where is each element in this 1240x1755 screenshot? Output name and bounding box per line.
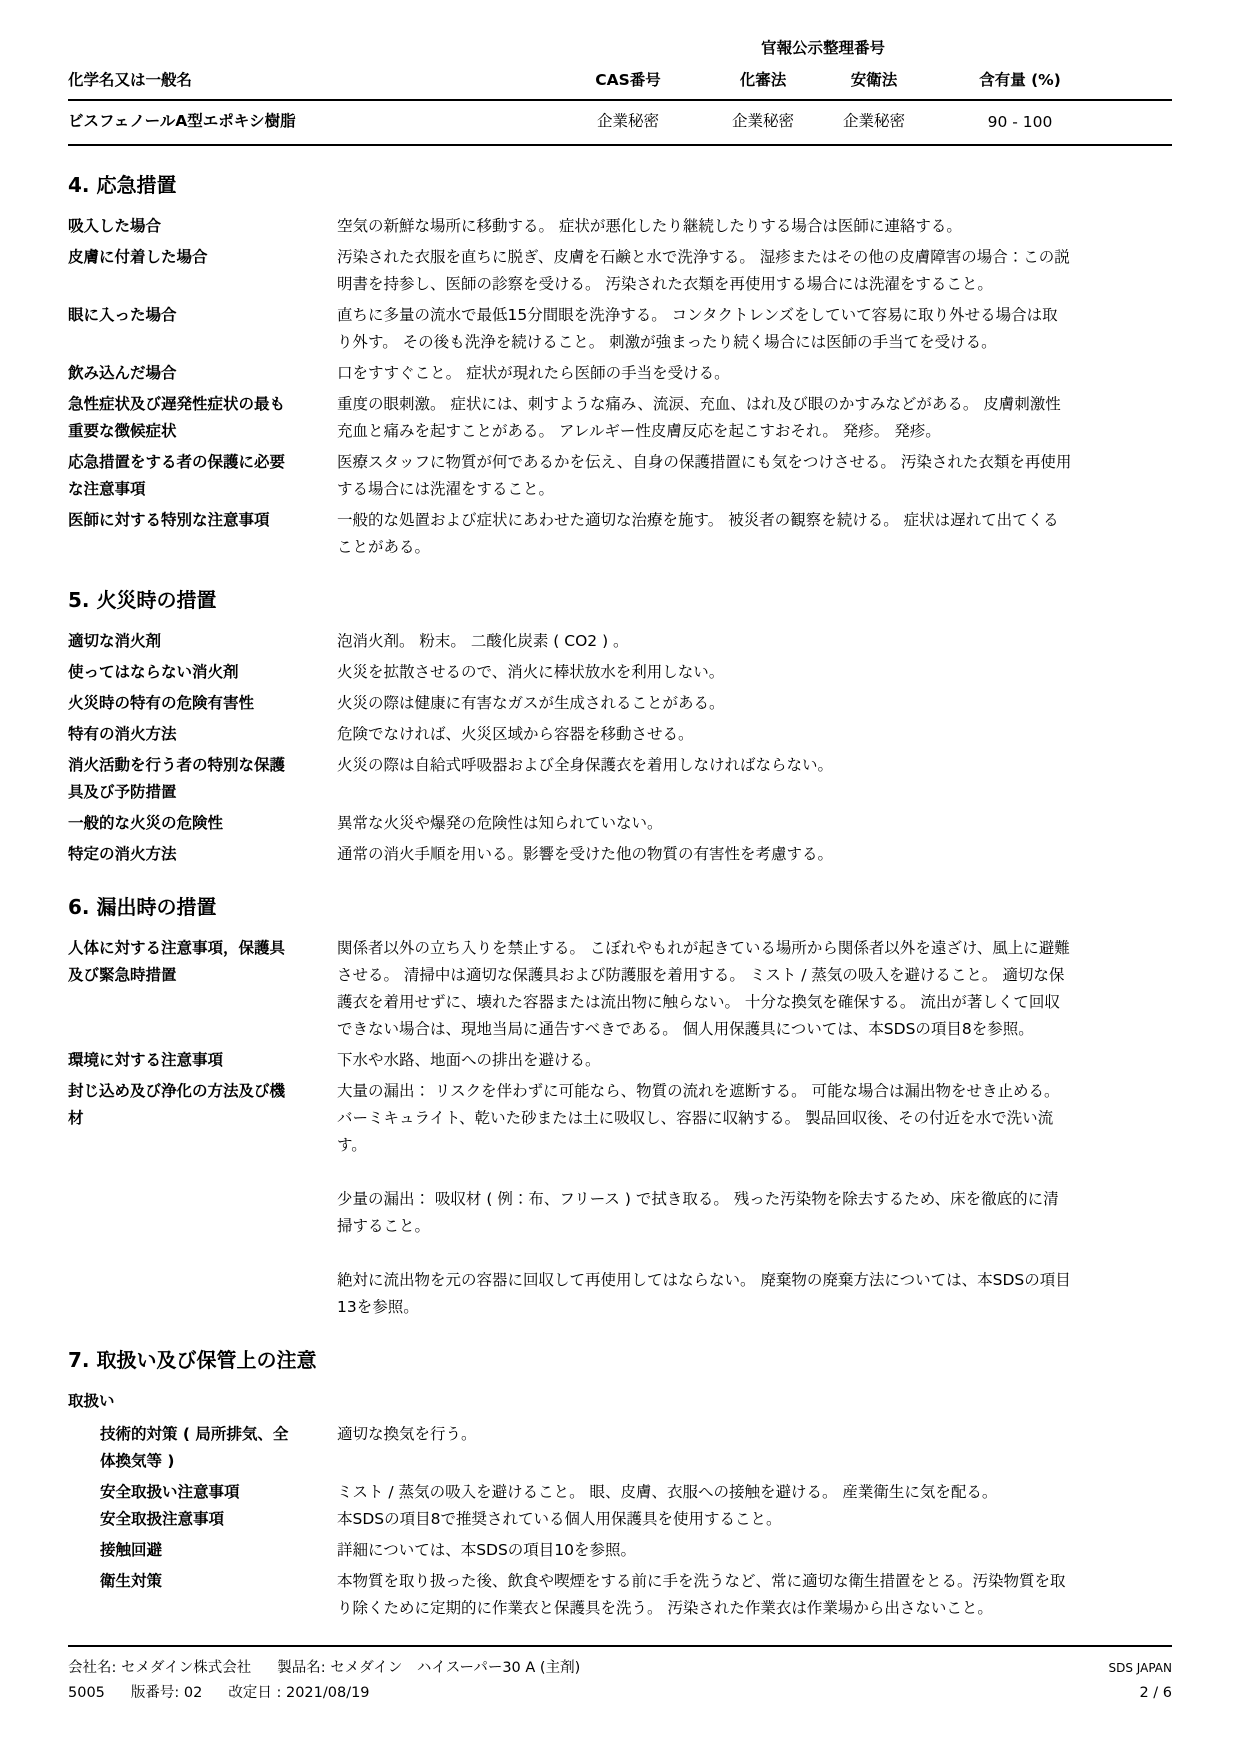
field-label: 特定の消火方法 — [68, 845, 177, 863]
field-row — [68, 1537, 1172, 1564]
field-row — [68, 721, 1172, 748]
section-title: 6. 漏出時の措置 — [68, 895, 217, 919]
table-header-row — [68, 68, 1172, 101]
field-label: 使ってはならない消火剤 — [68, 663, 239, 681]
field-row — [68, 659, 1172, 686]
field-label: 接触回避 — [100, 1541, 163, 1559]
field-label: 封じ込め及び浄化の方法及び機材 — [68, 1082, 286, 1127]
field-row — [68, 1047, 1172, 1074]
field-value: 本SDSの項目8で推奨されている個人用保護具を使用すること。 — [337, 1510, 782, 1528]
footer-page-number: 2 / 6 — [1139, 1685, 1172, 1701]
field-label: 応急措置をする者の保護に必要な注意事項 — [68, 453, 286, 498]
field-value: 下水や水路、地面への排出を避ける。 — [337, 1051, 601, 1069]
handling-subheading: 取扱い — [68, 1392, 115, 1410]
field-value: 重度の眼刺激。 症状には、刺すような痛み、流涙、充血、はれ及び眼のかすみなどがある。 皮膚刺激性 充血と痛みを起すことがある。 アレルギー性皮膚反応を起こすおそれ。 発疹。 発疹。 — [337, 395, 1061, 440]
field-value: 一般的な処置および症状にあわせた適切な治療を施す。 被災者の観察を続ける。 症状は遅れて出てくることがある。 — [337, 511, 1059, 556]
field-value: 通常の消火手順を用いる。影響を受けた他の物質の有害性を考慮する。 — [337, 845, 834, 863]
column-header-aneiho: 安衛法 — [850, 71, 898, 89]
field-row — [68, 935, 1172, 1043]
footer-doc-number: 5005 — [68, 1685, 105, 1701]
column-header-kashinho: 化審法 — [739, 71, 787, 89]
field-row — [68, 1568, 1172, 1622]
field-label: 人体に対する注意事項，保護具及び緊急時措置 — [68, 939, 286, 984]
field-row — [68, 391, 1172, 445]
field-row — [68, 360, 1172, 387]
field-value: 汚染された衣服を直ちに脱ぎ、皮膚を石鹸と水で洗浄する。 湿疹またはその他の皮膚障害の場合：この説明書を持参し、医師の診察を受ける。 汚染された衣類を再使用する場合には洗濯をすること。 — [337, 248, 1070, 293]
field-value: 口をすすぐこと。 症状が現れたら医師の手当を受ける。 — [337, 364, 730, 382]
page-footer — [68, 1645, 1172, 1706]
cell-content: 90 - 100 — [987, 113, 1053, 131]
field-label: 吸入した場合 — [68, 217, 162, 235]
field-row — [68, 302, 1172, 356]
field-value — [337, 1078, 1072, 1321]
field-row — [68, 841, 1172, 868]
field-label: 火災時の特有の危険有害性 — [68, 694, 255, 712]
section-fire-fighting — [68, 584, 1172, 868]
field-value: 関係者以外の立ち入りを禁止する。 こぼれやもれが起きている場所から関係者以外を遠ざけ、風上に避難させる。 清掃中は適切な保護具および防護服を着用する。 ミスト / 蒸気の吸入を避けること。 適切な保護衣を着用せずに、壊れた容器または流出物に触らない。 十分な換気を確保する。 流出が著しくて回収できない場合は、現地当局に通告すべきである。 個人用保護具については、本SDSの項目8を参照。 — [337, 939, 1070, 1038]
field-label: 安全取扱注意事項 — [100, 1510, 225, 1528]
field-label: 技術的対策 ( 局所排気、全体換気等 ) — [100, 1425, 289, 1470]
gazette-header: 官報公示整理番号 — [760, 39, 885, 57]
field-value: ミスト / 蒸気の吸入を避けること。 眼、皮膚、衣服への接触を避ける。 産業衛生に気を配る。 — [337, 1483, 998, 1501]
field-label: 眼に入った場合 — [68, 306, 177, 324]
field-label: 適切な消火剤 — [68, 632, 162, 650]
value-paragraph: 絶対に流出物を元の容器に回収して再使用してはならない。 廃棄物の廃棄方法については、本SDSの項目13を参照。 — [337, 1271, 1071, 1316]
field-label: 飲み込んだ場合 — [68, 364, 177, 382]
field-value: 火災を拡散させるので、消火に棒状放水を利用しない。 — [337, 663, 725, 681]
field-value: 適切な換気を行う。 — [337, 1425, 477, 1443]
field-value: 医療スタッフに物質が何であるかを伝え、自身の保護措置にも気をつけさせる。 汚染された衣類を再使用する場合には洗濯をすること。 — [337, 453, 1072, 498]
field-label: 衛生対策 — [100, 1572, 163, 1590]
section-title: 7. 取扱い及び保管上の注意 — [68, 1348, 317, 1372]
field-row — [68, 1421, 1172, 1475]
field-label: 特有の消火方法 — [68, 725, 177, 743]
section-title: 4. 応急措置 — [68, 173, 177, 197]
field-value: 詳細については、本SDSの項目10を参照。 — [337, 1541, 637, 1559]
field-row — [68, 1078, 1172, 1321]
section-accidental-release — [68, 891, 1172, 1321]
field-value: 空気の新鮮な場所に移動する。 症状が悪化したり継続したりする場合は医師に連絡する。 — [337, 217, 962, 235]
field-value: 直ちに多量の流水で最低15分間眼を洗浄する。 コンタクトレンズをしていて容易に取り外せる場合は取り外す。 その後も洗浄を続けること。 刺激が強まったり続く場合には医師の手当てを受ける。 — [337, 306, 1058, 351]
cell-aneiho: 企業秘密 — [842, 112, 905, 130]
field-value: 危険でなければ、火災区域から容器を移動させる。 — [337, 725, 694, 743]
field-row — [68, 1506, 1172, 1533]
field-label: 急性症状及び遅発性症状の最も重要な徴候症状 — [68, 395, 286, 440]
field-label: 消火活動を行う者の特別な保護具及び予防措置 — [68, 756, 286, 801]
field-label: 一般的な火災の危険性 — [68, 814, 224, 832]
footer-revision-date: 改定日 : 2021/08/19 — [228, 1685, 370, 1701]
column-header-content: 含有量 (%) — [979, 71, 1061, 89]
column-header-cas: CAS番号 — [595, 71, 661, 89]
footer-product: 製品名: セメダイン ハイスーパー30 A (主剤) — [277, 1660, 581, 1676]
footer-region: SDS JAPAN — [1108, 1661, 1172, 1675]
field-row — [68, 244, 1172, 298]
field-label: 皮膚に付着した場合 — [68, 248, 208, 266]
section-first-aid — [68, 169, 1172, 561]
footer-version: 版番号: 02 — [130, 1685, 203, 1701]
composition-table — [68, 36, 1172, 146]
field-row — [68, 507, 1172, 561]
column-header-chemical-name: 化学名又は一般名 — [68, 71, 193, 89]
field-value: 泡消火剤。 粉末。 二酸化炭素 ( CO2 ) 。 — [337, 632, 629, 650]
field-value: 異常な火災や爆発の危険性は知られていない。 — [337, 814, 663, 832]
value-paragraph: 少量の漏出： 吸収材 ( 例：布、フリース ) で拭き取る。 残った汚染物を除去するため、床を徹底的に清掃すること。 — [337, 1190, 1059, 1235]
field-row — [68, 810, 1172, 837]
field-row — [68, 628, 1172, 655]
footer-company-product — [68, 1656, 580, 1681]
field-label: 医師に対する特別な注意事項 — [68, 511, 270, 529]
gazette-header-row — [68, 36, 1172, 58]
footer-line-2 — [68, 1681, 1172, 1706]
footer-company: 会社名: セメダイン株式会社 — [68, 1660, 252, 1676]
cell-kashinho: 企業秘密 — [731, 112, 794, 130]
footer-doc-info — [68, 1681, 370, 1706]
section-handling-storage — [68, 1344, 1172, 1622]
field-label: 環境に対する注意事項 — [68, 1051, 224, 1069]
field-row — [68, 1479, 1172, 1506]
field-row — [68, 690, 1172, 717]
field-row — [68, 213, 1172, 240]
cell-chemical-name: ビスフェノールA型エポキシ樹脂 — [68, 112, 296, 130]
section-title: 5. 火災時の措置 — [68, 588, 217, 612]
field-row — [68, 449, 1172, 503]
gazette-spacer — [68, 36, 708, 58]
field-label: 安全取扱い注意事項 — [100, 1483, 240, 1501]
table-row — [68, 101, 1172, 146]
field-value: 本物質を取り扱った後、飲食や喫煙をする前に手を洗うなど、常に適切な衛生措置をとる。汚染物質を取り除くために定期的に作業衣と保護具を洗う。 汚染された作業衣は作業場から出さないこと。 — [337, 1572, 1066, 1617]
field-value: 火災の際は健康に有害なガスが生成されることがある。 — [337, 694, 725, 712]
cell-cas: 企業秘密 — [596, 112, 659, 130]
footer-line-1 — [68, 1656, 1172, 1681]
field-row — [68, 752, 1172, 806]
field-value: 火災の際は自給式呼吸器および全身保護衣を着用しなければならない。 — [337, 756, 834, 774]
value-paragraph: 大量の漏出： リスクを伴わずに可能なら、物質の流れを遮断する。 可能な場合は漏出物をせき止める。 バーミキュライト、乾いた砂または土に吸収し、容器に収納する。 製品回収後、その付近を水で洗い流す。 — [337, 1082, 1060, 1154]
